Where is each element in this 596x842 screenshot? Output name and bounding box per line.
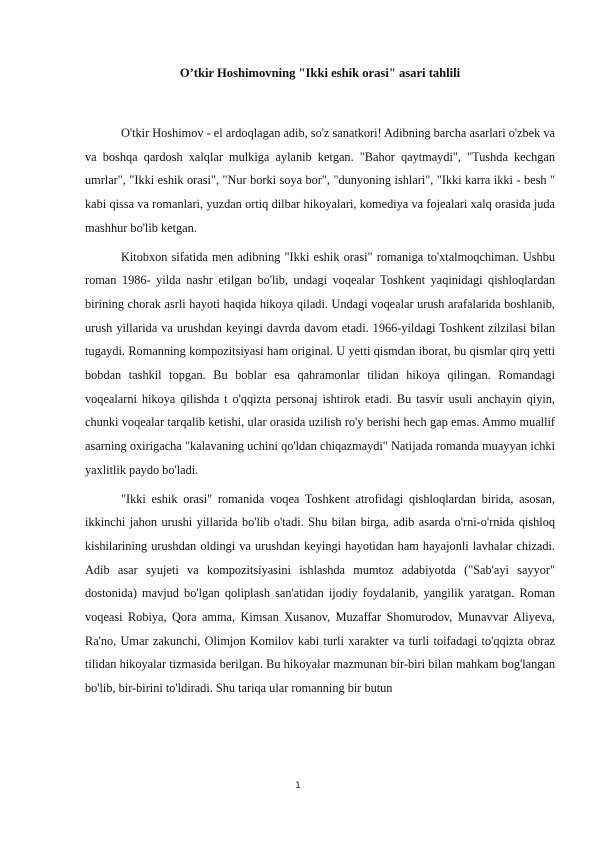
paragraph-3: "Ikki eshik orasi" romanida voqea Toshkent atrofidagi qishloqlardan birida, asosan, ikkinchi jahon urushi yillarida bo'lib o'tadi. Shu bilan birga, adib asarda o'rni-o'rnida qishloq kishilarining urushdan oldingi va urushdan keyingi hayotidan ham hayajonli lavhalar chizadi. Adib asar syujeti va kompozitsiyasini ishlashda mumtoz adabiyotda ("Sab'ayi sayyor" dostonida) mavjud bo'lgan qoliplash san'atidan ijodiy foydalanib, yangilik yaratgan. Roman voqeasi Robiya, Qora amma, Kimsan Xusanov, Muzaffar Shomurodov, Munavvar Aliyeva, Ra'no, Umar zakunchi, Olimjon Komilov kabi turli xarakter va turli toifadagi to'qqizta obraz tilidan hikoyalar tizmasida berilgan. Bu hikoyalar mazmunan bir-biri bilan mahkam bog'langan bo'lib, bir-birini to'ldiradi. Shu tariqa ular romanning bir butun xyxy=(85,491,555,696)
document-title: O’tkir Hoshimovning "Ikki eshik orasi" asari tahlili xyxy=(179,66,461,80)
paragraph-2: Kitobxon sifatida men adibning "Ikki eshik orasi" romaniga to'xtalmoqchiman. Ushbu roman 1986- yilda nashr etilgan bo'lib, undagi voqealar Toshkent yaqinidagi qishloqlardan birining chorak asrli hayoti haqida hikoya qiladi. Undagi voqealar urush arafalarida boshlanib, urush yillarida va urushdan keyingi davrda davom etadi. 1966-yildagi Toshkent zilzilasi bilan tugaydi. Romanning kompozitsiyasi ham original. U yetti qismdan iborat, bu qismlar qirq yetti bobdan tashkil topgan. Bu boblar esa qahramonlar tilidan hikoya qilingan. Romandagi voqealarni hikoya qilishda t o'qqizta personaj ishtirok etadi. Bu tasvir usuli anchayin qiyin, chunki voqealar tarqalib ketishi, ular orasida uzilish ro'y berishi hech gap emas. Ammo muallif asarning oxirigacha "kalavaning uchini qo'ldan chiqazmaydi" Natijada romanda muayyan ichki yaxlitlik paydo bo'ladi. xyxy=(85,249,555,477)
page-number: 1 xyxy=(295,781,301,791)
paragraph-1: O'tkir Hoshimov - el ardoqlagan adib, so'z sanatkori! Adibning barcha asarlari o'zbek va va boshqa qardosh xalqlar mulkiga aylanib ketgan. "Bahor qaytmaydi", "Tushda kechgan umrlar", "Ikki eshik orasi", "Nur borki soya bor", "dunyoning ishlari", "Ikki karra ikki - besh " kabi qissa va romanlari, yuzdan ortiq dilbar hikoyalari, komediya va fojealari xalq orasida juda mashhur bo'lib ketgan. xyxy=(85,126,555,235)
document-body xyxy=(85,122,555,706)
